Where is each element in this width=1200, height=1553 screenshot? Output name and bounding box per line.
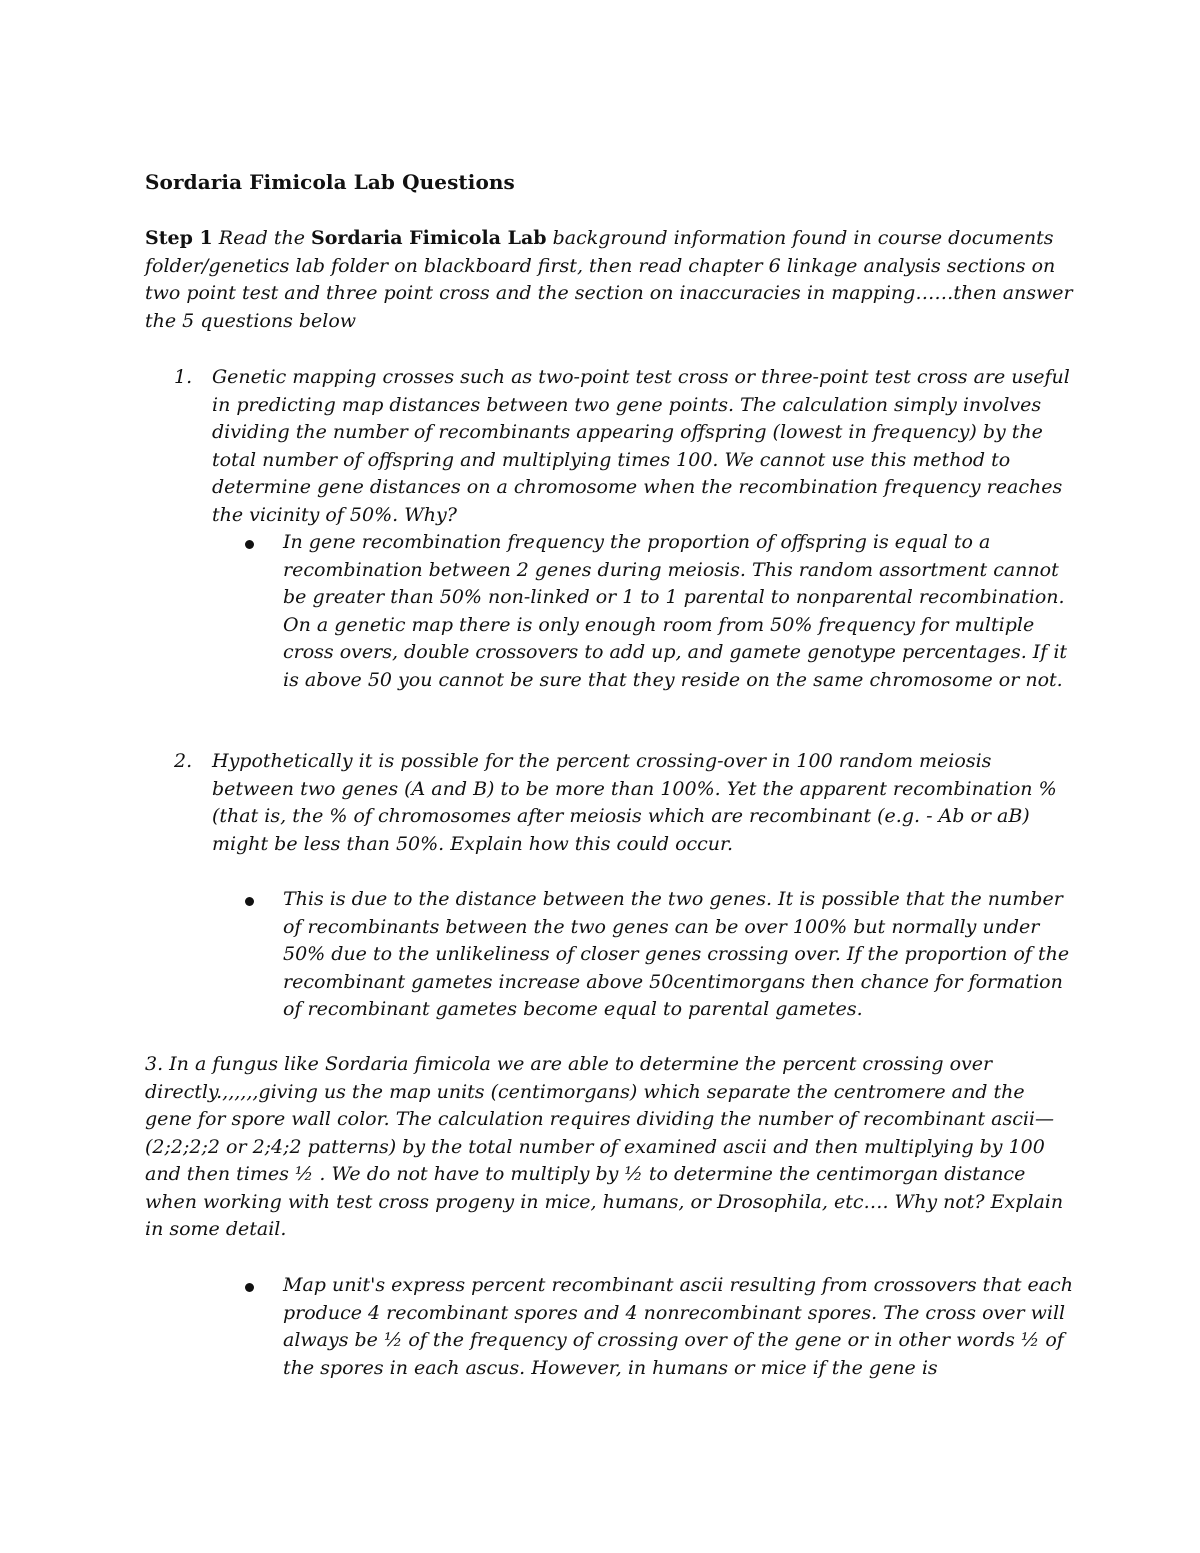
question-text: Hypothetically it is possible for the percent crossing-over in 100 random meiosis between two genes (A and B) to be more than 100%. Yet the apparent recombination % (that is, the % of chromosomes after meiosis which are recombinant (e.g. - Ab or aB) might be less than 50%. Explain how this could occur. (212, 750, 1057, 855)
answer-1 (283, 529, 1073, 694)
question-1 (174, 364, 1072, 529)
answer-3 (283, 1272, 1073, 1382)
question-text: 3. In a fungus like Sordaria fimicola we are able to determine the percent crossing over directly.,,,,,,giving us the map units (centimorgans) which separate the centromere and the gene for spore wall color. The calculation requires dividing the number of recombinant ascii—(2;2;2;2 or 2;4;2 patterns) by the total number of examined ascii and then multiplying by 100 and then times ½ . We do not have to multiply by ½ to determine the centimorgan distance when working with test cross progeny in mice, humans, or Drosophila, etc…. Why not? Explain in some detail. (145, 1053, 1064, 1240)
question-number: 2. (174, 750, 193, 772)
lab-name: Sordaria Fimicola Lab (311, 227, 547, 249)
question-2 (174, 748, 1072, 858)
bullet-icon (245, 540, 254, 549)
question-3 (145, 1051, 1075, 1244)
answer-text: Map unit's express percent recombinant ascii resulting from crossovers that each produce 4 recombinant spores and 4 nonrecombinant spores. The cross over will always be ½ of the frequency of crossing over of the gene or in other words ½ of the spores in each ascus. However, in humans or mice if the gene is (283, 1274, 1073, 1379)
answer-text: This is due to the distance between the two genes. It is possible that the number of recombinants between the two genes can be over 100% but normally under 50% due to the unlikeliness of closer genes crossing over. If the proportion of the recombinant gametes increase above 50centimorgans then chance for formation of recombinant gametes become equal to parental gametes. (283, 888, 1070, 1020)
question-text: Genetic mapping crosses such as two-point test cross or three-point test cross are useful in predicting map distances between two gene points. The calculation simply involves dividing the number of recombinants appearing offspring (lowest in frequency) by the total number of offspring and multiplying times 100. We cannot use this method to determine gene distances on a chromosome when the recombination frequency reaches the vicinity of 50%. Why? (212, 366, 1070, 526)
question-number: 1. (174, 366, 193, 388)
answer-text: In gene recombination frequency the proportion of offspring is equal to a recombination between 2 genes during meiosis. This random assortment cannot be greater than 50% non-linked or 1 to 1 parental to nonparental recombination. On a genetic map there is only enough room from 50% frequency for multiple cross overs, double crossovers to add up, and gamete genotype percentages. If it is above 50 you cannot be sure that they reside on the same chromosome or not. (283, 531, 1068, 691)
intro-text-a: Read the (218, 227, 305, 249)
answer-2 (283, 886, 1073, 1024)
bullet-icon (245, 897, 254, 906)
intro-text-b: background information found in course documents folder/genetics lab folder on blackboard first, then read chapter 6 linkage analysis sections on two point test and three point cross and the section on inaccuracies in mapping……then answer the 5 questions below (145, 227, 1073, 332)
document-title: Sordaria Fimicola Lab Questions (145, 170, 515, 194)
step-label: Step 1 (145, 227, 213, 249)
intro-paragraph (145, 225, 1075, 335)
bullet-icon (245, 1283, 254, 1292)
